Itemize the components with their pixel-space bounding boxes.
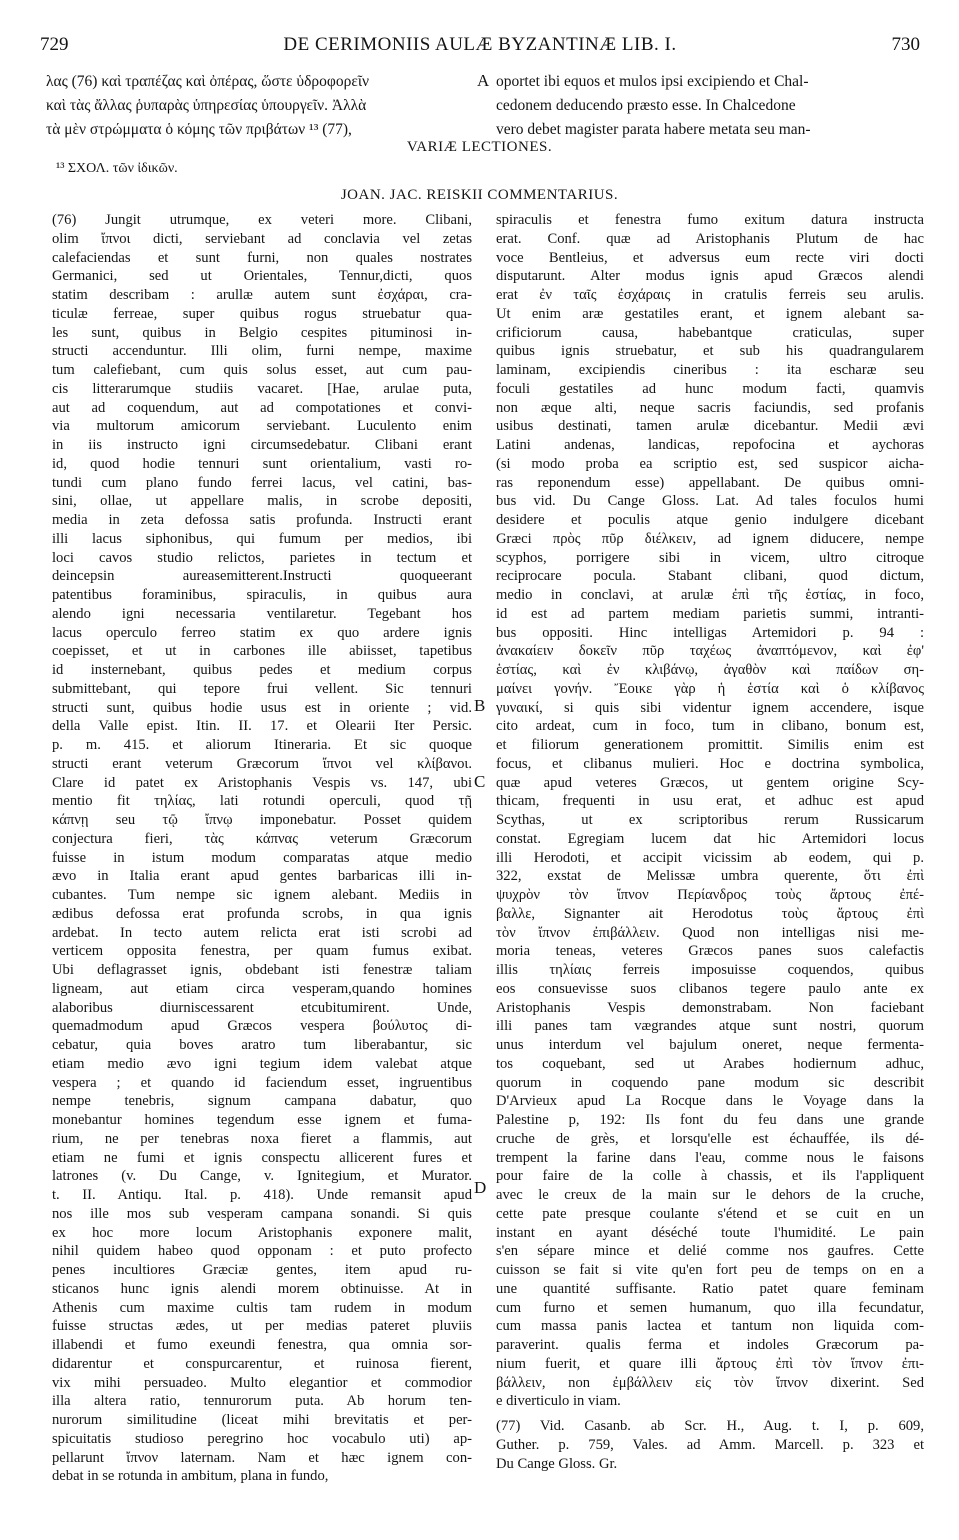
footnote-77 (496, 1417, 924, 1473)
commentary-line: via multorum amicorum serviebant. Luculento enim (52, 418, 472, 435)
page-number-right: 730 (891, 34, 920, 55)
commentary-line: nempe tenebris, signum campana dabatur, quo (52, 1093, 472, 1110)
commentary-line: ligneam, aut etiam circa vesperam,quando homines (52, 980, 472, 997)
commentary-line: della Valle epist. Itin. II. 17. et Olearii Iter Persic. (52, 718, 472, 735)
commentary-line: voce Bentleius, et adversus eum recte viri docti (496, 249, 924, 266)
commentary-line: moria teneas, veteres Græcos panes suos calefactis (496, 943, 924, 960)
margin-letter-d: D (474, 1178, 487, 1197)
commentary-line: foculi gestatiles ad hunc modum facti, quamvis (496, 380, 924, 397)
commentary-line: debat in se rotunda in ambitum, plana in fundo, (52, 1468, 329, 1485)
commentary-line: pour faire de la colle à chassis, et ils l'appliquent (496, 1168, 924, 1185)
commentary-line: non æque alti, neque sacris faciundis, sed profanis (496, 399, 924, 416)
greek-text-block (46, 70, 476, 142)
commentary-line: D'Arvieux apud La Rocque dans le Voyage dans la (496, 1093, 924, 1110)
commentary-line: spiraculis et fenestra fumo exitum datura instructa (496, 212, 924, 228)
commentary-line: t. II. Antiqu. Ital. p. 418). Unde remansit apud (52, 1187, 472, 1203)
commentary-line: cum furno et semen humanum, quo illa fecundatur, (496, 1299, 924, 1316)
commentary-line: γυναικί, si quis sibi videntur ignem accendere, isque (496, 699, 924, 716)
footnote-line: (77) Vid. Casanb. ab Scr. H., Aug. t. I, p. 609, (496, 1418, 924, 1434)
commentary-line: media in zeta defossa satis profunda. Instructi erant (52, 512, 472, 528)
commentary-line: usibus destinati, tamen arulæ dicebantur. Medii ævi (496, 418, 924, 435)
commentary-line: bus oppositi. Hinc intelligas Artemidori p. 94 : (496, 624, 924, 641)
commentary-line: ædibus defossa erat profunda scrobs, in qua ignis (52, 905, 472, 922)
commentary-line: disputarunt. Alter modus ignis apud Græcos alendi (496, 268, 924, 285)
latin-text-line: cedonem deducendo præsto esse. In Chalcedone (496, 97, 796, 114)
commentary-line: in iis instructo igni circumsedebatur. Clibani erant (52, 437, 472, 453)
commentary-line: statim describam : arullæ autem sunt ἐσχάραι, cra- (52, 287, 472, 303)
margin-letter-c: C (474, 772, 486, 791)
commentary-line: unus interdum vel bajulum oneret, neque fermenta- (496, 1037, 924, 1053)
commentary-line: p. m. 415. et aliorum Itineraria. Et sic quoque (52, 737, 472, 753)
greek-text-line: τὰ μὲν στρώμματα ὁ κόμης τῶν πριβάτων ¹³ (77), (46, 121, 352, 138)
commentary-line: ticulæ ferreae, super quibus rogus struebatur qua- (52, 305, 472, 322)
commentary-line: 322, exstat de Melissæ umbra querente, ὅτι ἐπὶ (496, 868, 924, 885)
commentary-line: et filiorum generationem promittit. Similis enim est (496, 737, 924, 753)
commentary-line: κάπνῃ seu τῷ ἴπνῳ imponebatur. Posset quidem (52, 812, 472, 828)
commentary-line: avec le creux de la main sur le dehors de la cruche, (496, 1187, 924, 1203)
commentary-line: sticanos hunc ignis alendi morem obtinuisse. At in (52, 1280, 472, 1297)
running-header (40, 34, 920, 58)
commentary-line: crificiorum causa, habebantque craticulas, super (496, 324, 924, 341)
commentary-line: ardebat. In tecto autem relicta erat isti scrobi ad (52, 924, 472, 941)
commentary-line: τὸν ἴπνον ἐπιβάλλειν. Quod non intelligas nisi me- (496, 924, 924, 941)
commentary-line: eos consuevisse suos clibanos tegere paulo ante ex (496, 980, 924, 997)
commentary-line: cebatur, quia boves aratro tum liberabantur, sic (52, 1037, 472, 1053)
commentary-line: ἀνακαίειν δοκεῖν πῦρ ταχέως ἀναπτόμενον, καὶ ἐφ' (496, 643, 924, 660)
commentary-line: Aristophanis Vespis demonstrabam. Non faciebant (496, 999, 924, 1016)
greek-text-line: καὶ τὰς ἄλλας ῥυπαρὰς ὑπηρεσίας ὑπουργεῖν. Ἀλλὰ (46, 97, 367, 114)
commentary-line: focus, et clibanus mulieri. Hoc e doctrina symbolica, (496, 755, 924, 772)
commentary-line: nos ille mos sub vesperam campana sonandi. Si quis (52, 1205, 472, 1222)
commentary-line: alaboribus diurniscessarent etcubitumirent. Unde, (52, 999, 472, 1016)
commentary-line: structi accenduntur. Illi olim, furni nempe, maxime (52, 343, 472, 360)
commentary-line: vix mihi persuadeo. Multo elegantior et commodior (52, 1374, 472, 1391)
commentary-line: ἑστίας, καὶ ἐν κλιβάνῳ, ἀγαθὸν καὶ παίδων ση- (496, 662, 924, 678)
commentary-line: ψυχρὸν τὸν ἴπνον Περίανδρος τοὺς ἄρτους ἐπέ- (496, 887, 924, 903)
commentary-line: erat. Conf. quæ ad Aristophanis Plutum de hac (496, 230, 924, 247)
commentary-line: monebantur homines tegendum esse ignem et fuma- (52, 1112, 472, 1128)
commentary-line: Ubi deflagrasset ignis, obdebant isti fenestræ taliam (52, 962, 472, 978)
commentary-line: illi panes tam vægrandes atque sunt nostri, quorum (496, 1018, 924, 1035)
commentary-line: tum calefiebant, cum quis solus esset, aut cum pau- (52, 362, 472, 378)
commentary-line: ævo in Italia erant apud gentes barbaricas illi in- (52, 868, 472, 885)
commentary-line: sini, ollae, ut appellare malis, in scrobe depositi, (52, 493, 472, 510)
commentary-line: etiam medio ævo igni tegium idem valebat atque (52, 1055, 472, 1072)
commentary-line: βαλλε, Signanter ait Herodotus τοὺς ἄρτους ἐπὶ (496, 905, 924, 922)
commentary-line: thicam, frequenti in usu erat, et adhuc est apud (496, 793, 924, 810)
commentary-line: Latini andenas, landicas, repofocina et aychoras (496, 437, 924, 453)
commentary-line: tundi cum plano fundo ferrei lacus, vel catini, bas- (52, 474, 472, 491)
commentary-line: coepisset, et ut in carbones ille abiisset, tapetibus (52, 643, 472, 660)
commentary-right-column (496, 211, 924, 1473)
page-number-left: 729 (40, 34, 69, 55)
commentary-line: illi Herodoti, et accipit vicissim ab eodem, qui p. (496, 849, 924, 866)
commentary-line: mentio fit τηλίας, lati rotundi operculi, quod τῇ (52, 793, 472, 810)
commentary-line: didarentur et conspurcarentur, et ruinosa fierent, (52, 1355, 472, 1372)
commentary-line: illi lacus siphonibus, qui fumum per medios, ibi (52, 530, 472, 547)
commentary-line: id insternebant, quibus pedes et medium corpus (52, 662, 472, 678)
commentary-line: patentibus foraminibus, spiraculis, in quibus aura (52, 587, 472, 603)
commentary-line: conjectura fieri, τὰς κάπνας veterum Græcorum (52, 830, 472, 847)
commentary-line: structi sunt, quibus hodie usus est in oriente ; vid. (52, 699, 472, 716)
commentary-line: les sunt, quibus in Belgio cespites pituminosi in- (52, 324, 472, 341)
commentary-line: Athenis cum maxime cultis tam rudem in modum (52, 1299, 472, 1316)
latin-text-line: vero debet magister parata habere metata seu man- (496, 121, 811, 138)
commentary-line: alendo igni necessaria ventilaretur. Tegebant hos (52, 605, 472, 622)
commentary-line: pellarunt ἴπνον laternam. Nam et hæc ignem con- (52, 1449, 472, 1466)
commentary-line: illa altera ratio, tennurorum puta. Ab horum ten- (52, 1393, 472, 1410)
commentary-line: βάλλειν, non ἐμβάλλειν εἰς τὸν ἴπνον dixerint. Sed (496, 1374, 924, 1391)
commentary-line: etiam ne fumi et ignis conspectu allicerent fures et (52, 1149, 472, 1166)
commentary-line: μαίνει γονήν. Ἔοικε γὰρ ἡ ἑστία καὶ ὁ κλίβανος (496, 680, 924, 697)
commentary-line: nurorum similitudine (liceat mihi brevitatis et per- (52, 1412, 472, 1428)
commentary-line: erat ἐν ταῖς ἐσχάραις in cratulis ferreis seu arulis. (496, 287, 924, 303)
commentary-line: rium, ne per tenebras noxa fieret a flammis, aut (52, 1130, 472, 1147)
commentary-line: (76) Jungit utrumque, ex veteri more. Clibani, (52, 212, 472, 228)
variae-lectiones-heading: VARIÆ LECTIONES. (406, 139, 553, 155)
commentary-left-column (52, 211, 472, 1486)
running-title: DE CERIMONIIS AULÆ BYZANTINÆ LIB. I. (283, 34, 677, 55)
latin-text-line: oportet ibi equos et mulos ipsi excipiendo et Chal- (496, 73, 809, 90)
commentary-line: nium fuerit, et quare illi ἄρτους ἐπὶ τὸν ἴπνον ἐπι- (496, 1355, 924, 1372)
commentary-line: reciprocare pocula. Stabant clibani, quod dictum, (496, 568, 924, 585)
commentary-line: trempent la farine dans l'eau, comme nous le faisons (496, 1149, 924, 1166)
commentary-line: quorum in coquendo pane modum sic describit (496, 1074, 924, 1091)
commentary-line: loci cavos studio relictos, parietes in tectum et (52, 549, 472, 566)
commentary-line: penes incultiores Græciæ gentes, item apud ru- (52, 1262, 472, 1278)
commentary-line: quemadmodum apud Græcos vespera βούλυτος di- (52, 1018, 472, 1035)
commentary-line: laminam, excipiendis cineribus : ita escharæ seu (496, 362, 924, 378)
commentary-line: cis litterarumque studiis vacaret. [Hae, arulae puta, (52, 380, 472, 397)
commentary-line: fuisse in istum modum comparatas atque medio (52, 849, 472, 866)
commentary-line: quibus ignis struebatur, et sub his quadrangularem (496, 343, 924, 360)
commentary-line: cum massa panis lactea et tantum non liquida com- (496, 1318, 924, 1335)
commentary-line: id, quod hodie tennuri sunt orientalium, vasti ro- (52, 455, 472, 472)
commentary-line: nihil quidem habeo quod opponam : et puto profecto (52, 1243, 472, 1260)
commentary-line: paraverint. qualis ferma et indoles Græcorum pa- (496, 1337, 924, 1353)
commentary-line: calefaciendas et sunt furni, non quales nostrates (52, 249, 472, 266)
commentary-line: tos coquebant, sed ut Arabes hodiernum adhuc, (496, 1055, 924, 1072)
commentary-line: Clare id patet ex Aristophanis Vespis vs. 147, ubi (52, 774, 472, 791)
commentary-line: submittebant, qui tepore frui vellent. Sic tennuri (52, 680, 472, 697)
commentary-line: e diverticulo in viam. (496, 1393, 621, 1410)
commentary-line: Germanici, sed ut Orientales, Tennur,dicti, quos (52, 268, 472, 285)
commentary-line: spicuitatis studioso peregrino hoc vocabulo uti) ap- (52, 1430, 472, 1447)
commentary-line: quæ apud veteres Græcos, ut gentem origine Scy- (496, 774, 924, 791)
commentary-line: structi erant veterum Græcorum ἴπνοι vel κλίβανοι. (52, 755, 472, 772)
commentary-line: Græci πρὸς πῦρ διέλκειν, ad ignem diducere, nempe (496, 530, 924, 547)
greek-text-line: λας (76) καὶ τραπέζας καὶ ὀπέρας, ὥστε ὑδροφορεῖν (46, 73, 370, 90)
commentary-line: fuisse structas ædes, ut per medias pateret pluviis (52, 1318, 472, 1335)
commentary-line: id est ad partem mediam parietis summi, intranti- (496, 605, 924, 622)
commentary-line: s'en sépare mince et delié comme nos gaufres. Cette (496, 1243, 924, 1260)
commentary-line: vespera ; et quando id faciendum esset, ingruentibus (52, 1074, 472, 1091)
commentary-line: ex hoc more locum Aristophanis exponere malit, (52, 1224, 472, 1241)
commentary-line: Palestine p, 192: Ils font du feu dans une grande (496, 1112, 924, 1128)
commentary-line: illabendi et fumo exeundi fenestra, qua omnia sor- (52, 1337, 472, 1353)
footnote-line: Du Cange Gloss. Gr. (496, 1455, 618, 1472)
commentary-line: cruche de grès, et lorsqu'elle est échauffée, ils dé- (496, 1130, 924, 1147)
commentary-line: illis τηλίαις ferreis imposuisse coquendos, quibus (496, 962, 924, 978)
commentary-line: Scythas, ut ex scriptoribus rerum Russicarum (496, 812, 924, 828)
footnote-line: Guther. p. 759, Vales. ad Amm. Marcell. p. 323 et (496, 1436, 924, 1453)
commentary-line: cito ardeat, cum in foco, tum in clibano, bonum est, (496, 718, 924, 735)
commentary-line: aut ad coquendum, aut ad compotationes et convi- (52, 399, 472, 416)
margin-letter-b: B (474, 696, 486, 715)
margin-letter-a: A (477, 71, 490, 90)
commentary-line: scyphos, porrigere sibi in vicem, ultro citroque (496, 549, 924, 566)
latin-translation-block (496, 70, 924, 142)
commentary-line: Ut enim aræ gestatiles erant, et ignem alebant sa- (496, 305, 924, 322)
commentary-line: bus vid. Du Cange Gloss. Lat. Ad tales foculos humi (496, 493, 924, 510)
commentary-line: lacus operculo ferreo statim ex quo ardere ignis (52, 624, 472, 641)
commentary-line: cuisson se fait si vite qu'en fort peu de temps on en a (496, 1262, 924, 1278)
commentary-line: deincepsin aureasemitterent.Instructi quoqueerant (52, 568, 472, 585)
footnote-13: ¹³ ΣΧΟΛ. τῶν ἰδικῶν. (56, 161, 178, 176)
commentary-heading: JOAN. JAC. REISKII COMMENTARIUS. (340, 187, 619, 203)
commentary-line: medio in conclavi, at arulæ ἐπὶ τῆς ἑστίας, in foco, (496, 587, 924, 603)
commentary-line: cubantes. Tum nempe sic ignem alebant. Mediis in (52, 887, 472, 903)
commentary-line: ras reponendum esse) appellabant. De quibus omni- (496, 474, 924, 491)
commentary-line: constat. Egregiam lucem dat hic Artemidori locus (496, 830, 924, 847)
commentary-line: desidere et poculis atque genio indulgere dicebant (496, 512, 924, 528)
commentary-line: instant en ayant déséché toute l'humidité. Le pain (496, 1224, 924, 1241)
commentary-line: verticem opposita fenestra, per quam fumus exibat. (52, 943, 472, 960)
commentary-line: latrones (v. Du Cange, v. Ignitegium, et Murator. (52, 1168, 472, 1185)
commentary-line: une quantité suffisante. Ratio patet quare feminam (496, 1280, 924, 1297)
commentary-line: (si modo proba ea scriptio est, sed suspicor aicha- (496, 455, 924, 472)
commentary-line: olim ἴπνοι dicti, serviebant ad conclavia vel zetas (52, 230, 472, 247)
commentary-line: cette pate presque coulante s'étend et se cuit en un (496, 1205, 924, 1222)
